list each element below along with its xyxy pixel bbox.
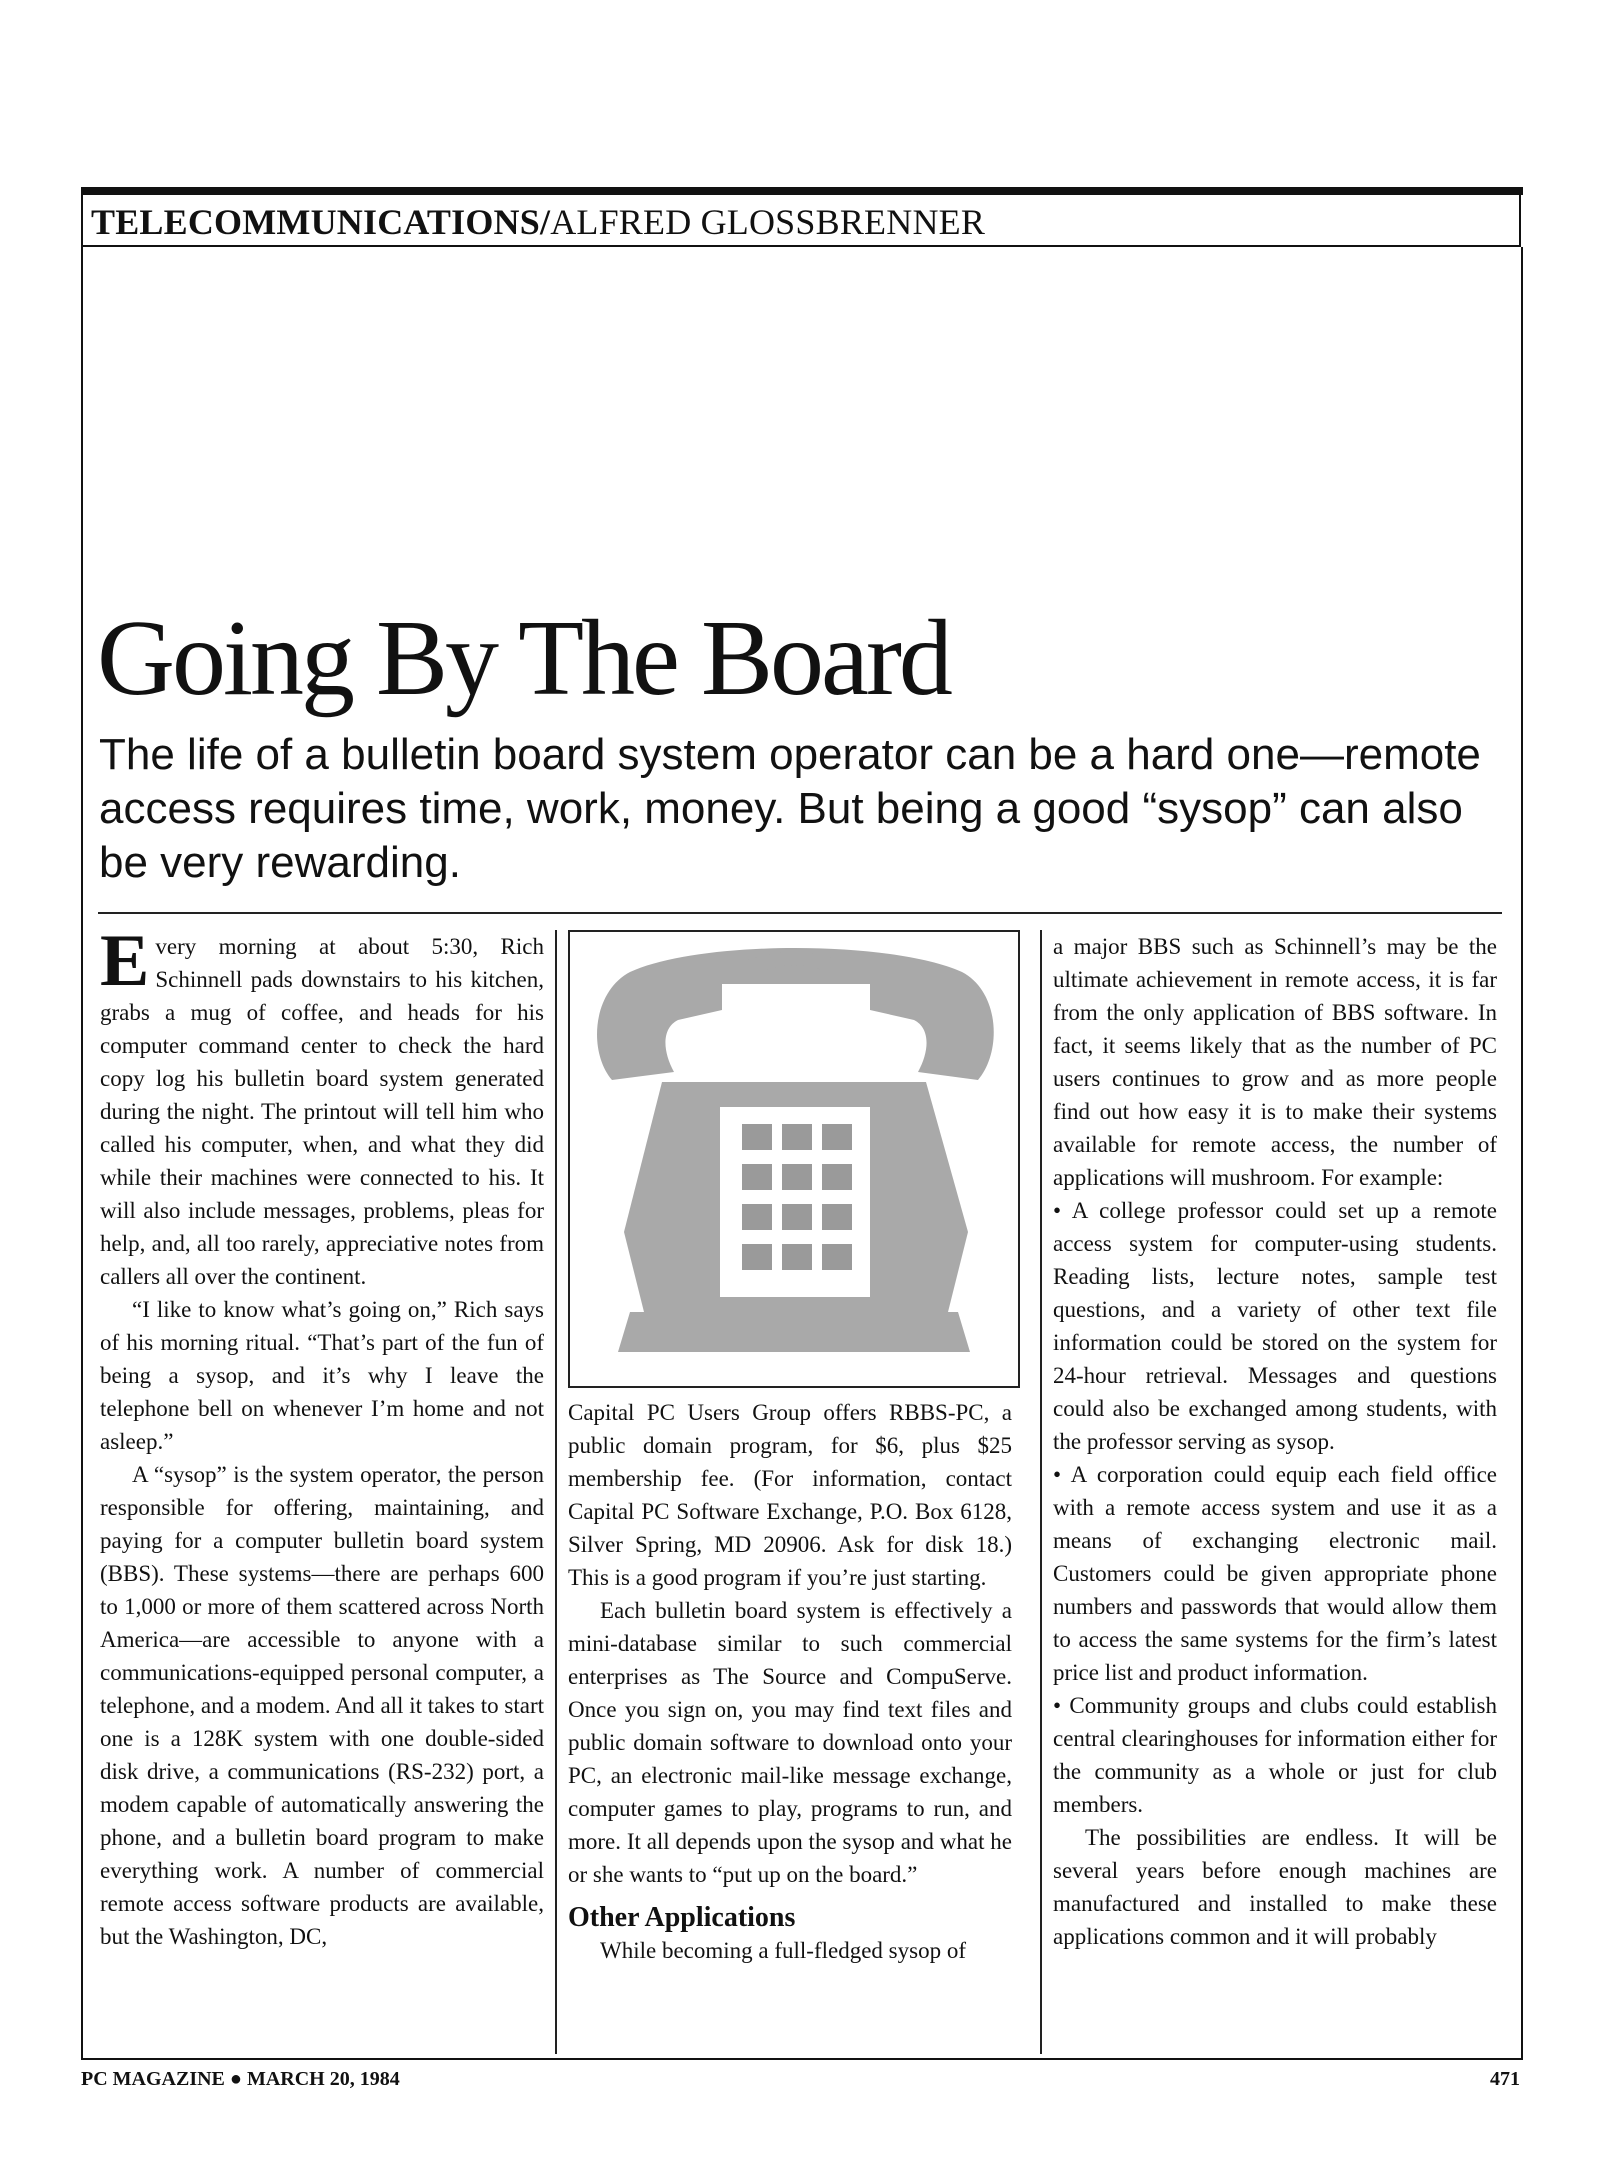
deck-rule: [98, 912, 1502, 914]
frame-bottom-rule: [81, 2058, 1523, 2060]
frame-left-rule: [81, 247, 83, 2060]
column-3: [1053, 930, 1497, 2054]
section-header: [81, 195, 1521, 247]
telephone-icon: [570, 932, 1018, 1386]
footer-publication: PC MAGAZINE ● MARCH 20, 1984: [81, 2068, 400, 2090]
paragraph-1: very morning at about 5:30, Rich Schinnell pads downstairs to his kitchen, grabs a mug of coffee, and heads for his computer command center to check the hard copy log his bulletin board system generated during the night. The printout will tell him who called his computer, when, and what they did while their machines were connected to his. It will also include messages, problems, pleas for help, and, all too rarely, appreciative notes from callers all over the continent.: [100, 934, 544, 1289]
column-rule-2: [1040, 930, 1042, 2054]
paragraph-6: While becoming a full-fledged sysop of: [600, 1938, 966, 1963]
section-header-text: [91, 201, 985, 243]
paragraph-8: The possibilities are endless. It will be several years before enough machines are manufactured and installed to make these applications common and it will probably: [1053, 1825, 1497, 1949]
article-headline: Going By The Board: [97, 599, 950, 718]
frame-right-rule: [1521, 247, 1523, 2060]
column-rule-1: [555, 930, 557, 2054]
bullet-1: • A college professor could set up a remote access system for computer-using students. Reading lists, lecture notes, sample test questions, and a variety of other text file information could be stored on the system for 24-hour retrieval. Messages and questions could also be exchanged among students, with the professor serving as sysop.: [1053, 1198, 1497, 1454]
author-name: ALFRED GLOSSBRENNER: [550, 202, 986, 242]
column-2: [568, 1396, 1012, 2054]
article-deck: The life of a bulletin board system operator can be a hard one—remote access requires time, work, money. But being a good “sysop” can also be very rewarding.: [99, 730, 1481, 887]
paragraph-4: Capital PC Users Group offers RBBS-PC, a public domain program, for $6, plus $25 membership fee. (For information, contact Capital PC Software Exchange, P.O. Box 6128, Silver Spring, MD 20906. Ask for disk 18.) This is a good program if you’re just starting.: [568, 1400, 1012, 1590]
bullet-3: • Community groups and clubs could establish central clearinghouses for information either for the community as a whole or just for club members.: [1053, 1693, 1497, 1817]
paragraph-2: “I like to know what’s going on,” Rich says of his morning ritual. “That’s part of the fun of being a sysop, and it’s why I leave the telephone bell on whenever I’m home and not asleep.”: [100, 1297, 544, 1454]
telephone-illustration: [568, 930, 1020, 1388]
section-name: TELECOMMUNICATIONS/: [91, 202, 551, 242]
header-rule: [81, 187, 1523, 195]
paragraph-3: A “sysop” is the system operator, the person responsible for offering, maintaining, and paying for a computer bulletin board system (BBS). These systems—there are perhaps 600 to 1,000 or more of them scattered across North America—are accessible to anyone with a communications-equipped personal computer, a telephone, and a modem. And all it takes to start one is a 128K system with one double-sided disk drive, a communications (RS-232) port, a modem capable of automatically answering the phone, and a bulletin board program to make everything work. A number of commercial remote access software products are available, but the Washington, DC,: [100, 1462, 544, 1949]
paragraph-5: Each bulletin board system is effectively a mini-database similar to such commercial enterprises as The Source and CompuServe. Once you sign on, you may find text files and public domain software to download onto your PC, an electronic mail-like message exchange, computer games to play, programs to run, and more. It all depends upon the sysop and what he or she wants to “put up on the board.”: [568, 1598, 1012, 1887]
paragraph-7: a major BBS such as Schinnell’s may be the ultimate achievement in remote access, it is far from the only application of BBS software. In fact, it seems likely that as the number of PC users continues to grow and as more people find out how easy it is to make their systems available for remote access, the number of applications will mushroom. For example:: [1053, 934, 1497, 1190]
subhead: Other Applications: [568, 1902, 796, 1933]
page-number: 471: [1490, 2068, 1520, 2090]
bullet-2: • A corporation could equip each field office with a remote access system and use it as a means of exchanging electronic mail. Customers could be given appropriate phone numbers and passwords that would allow them to access the same systems for the firm’s latest price list and product information.: [1053, 1462, 1497, 1685]
drop-cap: E: [100, 930, 150, 1002]
column-1: [100, 930, 544, 2054]
